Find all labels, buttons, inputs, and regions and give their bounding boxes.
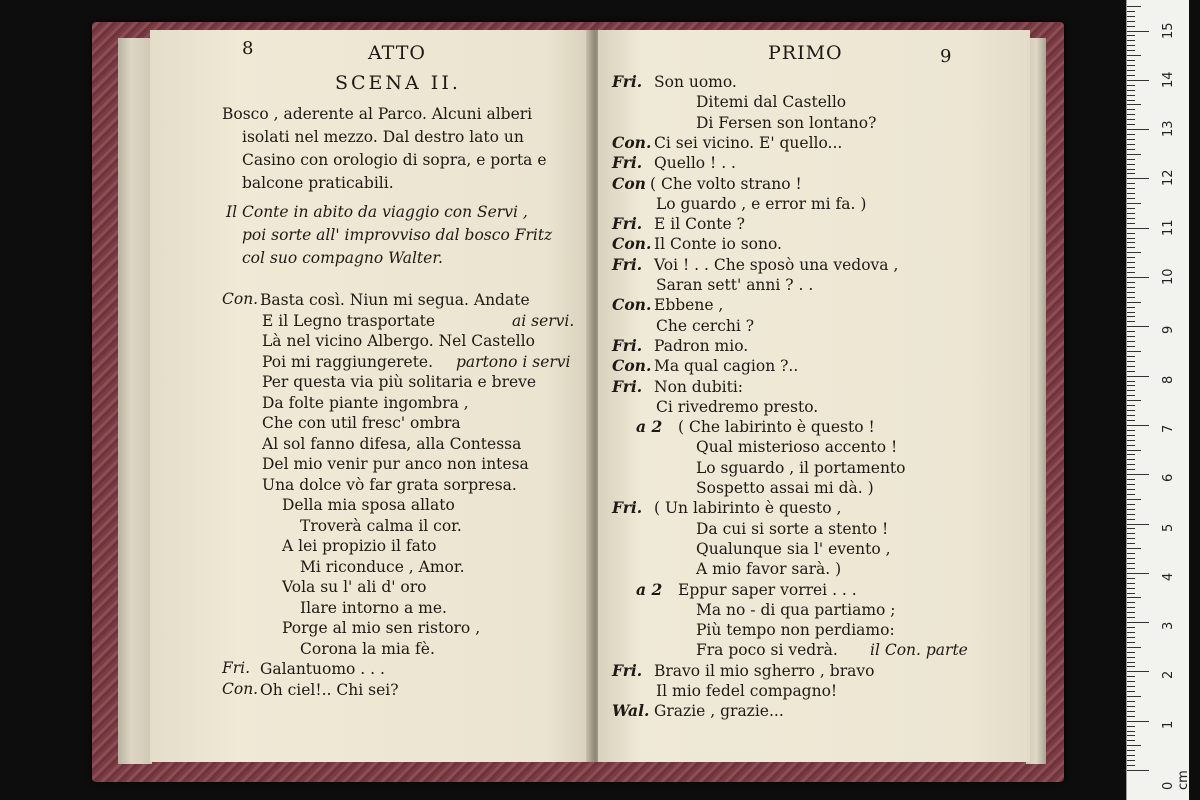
ruler-tick — [1127, 400, 1141, 401]
right-page — [598, 30, 1030, 762]
ruler-tick — [1127, 474, 1149, 475]
ruler-tick — [1127, 524, 1149, 525]
ruler-tick — [1127, 543, 1135, 544]
verse-line: Della mia sposa allato — [282, 496, 455, 514]
ruler-tick — [1127, 538, 1135, 539]
ruler-tick — [1127, 612, 1135, 613]
speaker-label: Fri. — [612, 153, 643, 173]
verse-line: Voi ! . . Che sposò una vedova , — [654, 255, 899, 274]
verse-line: Da folte piante ingombra , — [262, 393, 469, 412]
ruler-number: 1 — [1161, 720, 1176, 729]
ruler-tick — [1127, 252, 1141, 253]
ruler-tick — [1127, 21, 1135, 22]
ruler-number: 8 — [1161, 375, 1176, 384]
verse-line: Del mio venir pur anco non intesa — [262, 455, 529, 473]
ruler-number: 13 — [1161, 120, 1176, 138]
verse-line: Là nel vicino Albergo. Nel Castello — [262, 332, 535, 350]
ruler-tick — [1127, 292, 1135, 293]
ruler-tick — [1127, 410, 1135, 411]
ruler-tick — [1127, 11, 1135, 12]
verse-line: Ma qual cagion ?.. — [654, 357, 799, 376]
ruler-tick — [1127, 435, 1135, 436]
ruler-number: 12 — [1161, 169, 1176, 187]
ruler-number: 7 — [1161, 424, 1176, 433]
verse-line: Il Conte io sono. — [654, 235, 782, 254]
ruler-tick — [1127, 553, 1135, 554]
ruler-tick — [1127, 331, 1135, 332]
ruler-tick — [1127, 60, 1135, 61]
ruler-tick — [1127, 711, 1135, 712]
ruler-tick — [1127, 45, 1135, 46]
ruler-tick — [1127, 257, 1135, 258]
ruler-tick — [1127, 124, 1135, 125]
ruler-number: 11 — [1161, 219, 1176, 236]
ruler-tick — [1127, 307, 1135, 308]
ruler-number: 14 — [1161, 71, 1176, 88]
ruler-tick — [1127, 75, 1135, 76]
ruler-number: 15 — [1161, 21, 1176, 39]
verse-line: ( Un labirinto è questo , — [654, 499, 842, 518]
ruler-tick — [1127, 666, 1135, 667]
ruler-tick — [1127, 100, 1135, 101]
ruler-tick — [1127, 351, 1141, 352]
ruler-tick — [1127, 519, 1135, 520]
stage-note: partono i servi — [456, 352, 571, 371]
ruler-tick — [1127, 31, 1149, 32]
ruler-tick — [1127, 134, 1135, 135]
speaker-label: Fri. — [612, 254, 643, 274]
verse-line: Una dolce vò far grata sorpresa. — [262, 475, 517, 494]
ruler-tick — [1127, 514, 1135, 515]
ruler-tick — [1127, 479, 1135, 480]
ruler-number: 2 — [1161, 671, 1176, 680]
ruler-tick — [1127, 760, 1135, 761]
left-page — [150, 30, 590, 762]
verse-line: Il mio fedel compagno! — [656, 682, 838, 700]
verse-line: E il Legno trasportate — [262, 311, 436, 330]
ruler-tick — [1127, 770, 1149, 771]
ruler-tick — [1127, 65, 1135, 66]
speaker-label: Con — [612, 173, 646, 193]
stage-direction-line: Casino con orologio di sopra, e porta e — [242, 151, 547, 169]
ruler-tick — [1127, 528, 1135, 529]
ruler-tick — [1127, 104, 1141, 105]
verse-line: ( Che labirinto è questo ! — [678, 418, 875, 437]
ruler-tick — [1127, 381, 1135, 382]
ruler-tick — [1127, 385, 1135, 386]
verse-line: Vola su l' ali d' oro — [282, 578, 427, 596]
ruler-tick — [1127, 178, 1149, 179]
verse-line: Non dubiti: — [654, 377, 743, 396]
ruler-number: 3 — [1161, 621, 1176, 631]
speaker-label: Con. — [612, 234, 652, 254]
ruler-tick — [1127, 740, 1135, 741]
speaker-label: Con. — [612, 295, 652, 315]
speaker-label: Con. — [612, 356, 652, 376]
ruler-tick — [1127, 647, 1141, 648]
ruler-tick — [1127, 706, 1135, 707]
verse-line: Di Fersen son lontano? — [696, 113, 877, 132]
ruler-tick — [1127, 203, 1141, 204]
verse-line: Ilare intorno a me. — [300, 598, 447, 617]
verse-line: A mio favor sarà. ) — [696, 560, 842, 579]
ruler-tick — [1127, 95, 1135, 96]
ruler-tick — [1127, 681, 1135, 682]
ruler-tick — [1127, 652, 1135, 653]
verse-line: Eppur saper vorrei . . . — [678, 580, 857, 599]
ruler-tick — [1127, 346, 1135, 347]
ruler-tick — [1127, 361, 1135, 362]
speaker-label: Fri. — [612, 498, 643, 518]
ruler-tick — [1127, 282, 1135, 283]
verse-line: Da cui si sorte a stento ! — [696, 519, 889, 538]
ruler-tick — [1127, 208, 1135, 209]
verse-line: Ci sei vicino. E' quello... — [654, 133, 843, 152]
ruler-tick — [1127, 593, 1135, 594]
ruler-tick — [1127, 607, 1135, 608]
ruler-tick — [1127, 316, 1135, 317]
ruler-tick — [1127, 129, 1149, 130]
ruler-tick — [1127, 312, 1135, 313]
ruler-tick — [1127, 159, 1135, 160]
ruler-tick — [1127, 149, 1135, 150]
ruler-tick — [1127, 701, 1135, 702]
ruler-tick — [1127, 238, 1135, 239]
speaker-label: Fri. — [612, 72, 643, 91]
ruler-tick — [1127, 657, 1135, 658]
ruler-tick — [1127, 568, 1135, 569]
ruler-tick — [1127, 750, 1135, 751]
ruler-tick — [1127, 637, 1135, 638]
stage-direction-line: isolati nel mezzo. Dal destro lato un — [242, 128, 524, 146]
ruler-tick — [1127, 676, 1135, 677]
speaker-label: Con. — [222, 679, 259, 698]
ruler-tick — [1127, 450, 1141, 451]
ruler-number: 10 — [1161, 268, 1176, 285]
verse-line: Che con util fresc' ombra — [262, 414, 461, 432]
ruler-tick — [1127, 686, 1135, 687]
verse-line: Son uomo. — [654, 73, 737, 91]
ruler-tick — [1127, 50, 1135, 51]
ruler-tick — [1127, 617, 1135, 618]
ruler-tick — [1127, 558, 1135, 559]
verse-line: Troverà calma il cor. — [300, 516, 462, 535]
ruler-tick — [1127, 622, 1149, 623]
ruler-tick — [1127, 70, 1135, 71]
ruler-tick — [1127, 198, 1135, 199]
ruler-tick — [1127, 484, 1135, 485]
ruler-tick — [1127, 297, 1135, 298]
ruler-tick — [1127, 80, 1149, 81]
ruler-tick — [1127, 533, 1135, 534]
verse-line: Qualunque sia l' evento , — [696, 539, 891, 558]
ruler-tick — [1127, 321, 1135, 322]
ruler-tick — [1127, 721, 1149, 722]
ruler-tick — [1127, 464, 1135, 465]
ruler-tick — [1127, 627, 1135, 628]
ruler-tick — [1127, 548, 1141, 549]
speaker-label: Fri. — [222, 659, 251, 677]
ruler-tick — [1127, 504, 1135, 505]
ruler-tick — [1127, 425, 1149, 426]
ruler-tick — [1127, 164, 1135, 165]
ruler-tick — [1127, 459, 1135, 460]
ruler-tick — [1127, 109, 1135, 110]
verse-line: Basta così. Niun mi segua. Andate — [260, 291, 530, 309]
verse-line: A lei propizio il fato — [282, 537, 437, 555]
verse-line: Quello ! . . — [654, 154, 736, 173]
ruler-tick — [1127, 183, 1135, 184]
ruler-tick — [1127, 40, 1135, 41]
ruler-tick — [1127, 90, 1135, 91]
ruler-tick — [1127, 726, 1135, 727]
ruler-tick — [1127, 405, 1135, 406]
ruler-tick — [1127, 755, 1135, 756]
stage-direction-line: balcone praticabili. — [242, 174, 394, 192]
ruler-tick — [1127, 597, 1141, 598]
ruler-tick — [1127, 336, 1135, 337]
page-number: 9 — [940, 46, 953, 67]
ruler-zero-label: 0 cm — [1161, 770, 1191, 790]
ruler-tick — [1127, 745, 1141, 746]
stage-direction-line: Bosco , aderente al Parco. Alcuni alberi — [222, 105, 533, 123]
ruler-tick — [1127, 341, 1135, 342]
ruler-tick — [1127, 671, 1149, 672]
speaker-label: Con. — [612, 132, 652, 152]
ruler-tick — [1127, 277, 1149, 278]
stage-note: ai servi. — [512, 311, 575, 330]
speaker-label: a 2 — [636, 579, 663, 599]
stage-note: il Con. parte — [870, 641, 968, 660]
ruler-tick — [1127, 469, 1135, 470]
ruler-tick — [1127, 267, 1135, 268]
ruler-tick — [1127, 602, 1135, 603]
ruler-tick — [1127, 662, 1135, 663]
ruler-tick — [1127, 376, 1149, 377]
ruler-tick — [1127, 445, 1135, 446]
ruler-tick — [1127, 233, 1135, 234]
ruler-tick — [1127, 395, 1135, 396]
speaker-label: a 2 — [636, 417, 663, 437]
ruler-tick — [1127, 356, 1135, 357]
ruler-tick — [1127, 371, 1135, 372]
ruler-tick — [1127, 420, 1135, 421]
ruler-tick — [1127, 35, 1135, 36]
ruler-tick — [1127, 573, 1149, 574]
verse-line: Ma no - di qua partiamo ; — [696, 600, 896, 619]
ruler-tick — [1127, 247, 1135, 248]
verse-line: Corona la mia fè. — [300, 639, 435, 658]
ruler-tick — [1127, 642, 1135, 643]
ruler-tick — [1127, 499, 1141, 500]
entrance-line: poi sorte all' improvviso dal bosco Fritz — [242, 226, 553, 244]
ruler-tick — [1127, 735, 1135, 736]
verse-line: Al sol fanno difesa, alla Contessa — [262, 434, 522, 453]
page-edges-left — [118, 38, 152, 764]
ruler-tick — [1127, 188, 1135, 189]
verse-line: Porge al mio sen ristoro , — [282, 619, 481, 637]
verse-line: Oh ciel!.. Chi sei? — [260, 680, 399, 699]
ruler-tick — [1127, 563, 1135, 564]
ruler-tick — [1127, 6, 1141, 7]
ruler-tick — [1127, 696, 1141, 697]
ruler-tick — [1127, 440, 1135, 441]
ruler-tick — [1127, 55, 1141, 56]
ruler-tick — [1127, 223, 1135, 224]
ruler-tick — [1127, 302, 1141, 303]
speaker-label: Con. — [222, 290, 259, 308]
ruler-tick — [1127, 494, 1135, 495]
ruler-tick — [1127, 262, 1135, 263]
ruler-tick — [1127, 272, 1135, 273]
ruler-tick — [1127, 716, 1135, 717]
verse-line: Lo sguardo , il portamento — [696, 458, 906, 477]
ruler-number: 5 — [1161, 523, 1176, 532]
speaker-label: Wal. — [612, 701, 650, 721]
ruler-tick — [1127, 114, 1135, 115]
ruler-tick — [1127, 489, 1135, 490]
ruler-tick — [1127, 430, 1135, 431]
ruler-tick — [1127, 16, 1135, 17]
verse-line: Ebbene , — [654, 296, 724, 315]
verse-line: Padron mio. — [654, 336, 749, 355]
ruler-tick — [1127, 144, 1135, 145]
ruler-number: 6 — [1161, 473, 1176, 483]
ruler-tick — [1127, 588, 1135, 589]
ruler-tick — [1127, 193, 1135, 194]
ruler-tick — [1127, 509, 1135, 510]
ruler-tick — [1127, 691, 1135, 692]
ruler-number: 9 — [1161, 326, 1176, 335]
verse-line: E il Conte ? — [654, 215, 745, 234]
ruler-tick — [1127, 415, 1135, 416]
ruler-tick — [1127, 169, 1135, 170]
running-head: PRIMO — [768, 42, 843, 64]
speaker-label: Fri. — [612, 214, 643, 234]
verse-line: Saran sett' anni ? . . — [656, 276, 814, 294]
verse-line: Galantuomo . . . — [260, 660, 385, 678]
verse-line: Ci rivedremo presto. — [656, 397, 819, 416]
verse-line: Ditemi dal Castello — [696, 93, 847, 112]
ruler-tick — [1127, 583, 1135, 584]
verse-line: ( Che volto strano ! — [650, 174, 802, 193]
ruler-tick — [1127, 632, 1135, 633]
verse-line: Lo guardo , e error mi fa. ) — [656, 194, 867, 213]
scene-heading: SCENA II. — [335, 72, 461, 94]
entrance-line: Il Conte in abito da viaggio con Servi , — [226, 203, 528, 221]
running-head: ATTO — [368, 42, 426, 64]
verse-line: Più tempo non perdiamo: — [696, 621, 895, 640]
ruler-number: 4 — [1161, 572, 1176, 581]
verse-line: Qual misterioso accento ! — [696, 438, 898, 457]
ruler-tick — [1127, 765, 1135, 766]
ruler-tick — [1127, 173, 1135, 174]
speaker-label: Fri. — [612, 335, 643, 355]
ruler-tick — [1127, 85, 1135, 86]
ruler-tick — [1127, 287, 1135, 288]
verse-line: Sospetto assai mi dà. ) — [696, 479, 874, 497]
ruler-tick — [1127, 578, 1135, 579]
ruler-tick — [1127, 154, 1141, 155]
verse-line: Fra poco si vedrà. — [696, 641, 838, 660]
ruler-tick — [1127, 218, 1135, 219]
verse-line: Bravo il mio sgherro , bravo — [654, 661, 875, 680]
ruler-tick — [1127, 390, 1135, 391]
measuring-ruler — [1126, 0, 1189, 800]
ruler-tick — [1127, 139, 1135, 140]
verse-line: Mi riconduce , Amor. — [300, 557, 465, 576]
ruler-tick — [1127, 454, 1135, 455]
verse-line: Grazie , grazie... — [654, 702, 784, 721]
ruler-tick — [1127, 242, 1135, 243]
ruler-tick — [1127, 366, 1135, 367]
ruler-tick — [1127, 119, 1135, 120]
page-number: 8 — [242, 38, 255, 59]
ruler-tick — [1127, 731, 1135, 732]
ruler-tick — [1127, 228, 1149, 229]
ruler-tick — [1127, 26, 1135, 27]
verse-line: Che cerchi ? — [656, 316, 755, 335]
ruler-tick — [1127, 213, 1135, 214]
verse-line: Poi mi raggiungerete. — [262, 352, 434, 371]
ruler-tick — [1127, 326, 1149, 327]
speaker-label: Fri. — [612, 660, 643, 680]
verse-line: Per questa via più solitaria e breve — [262, 373, 537, 391]
entrance-line: col suo compagno Walter. — [242, 249, 443, 267]
speaker-label: Fri. — [612, 376, 643, 396]
